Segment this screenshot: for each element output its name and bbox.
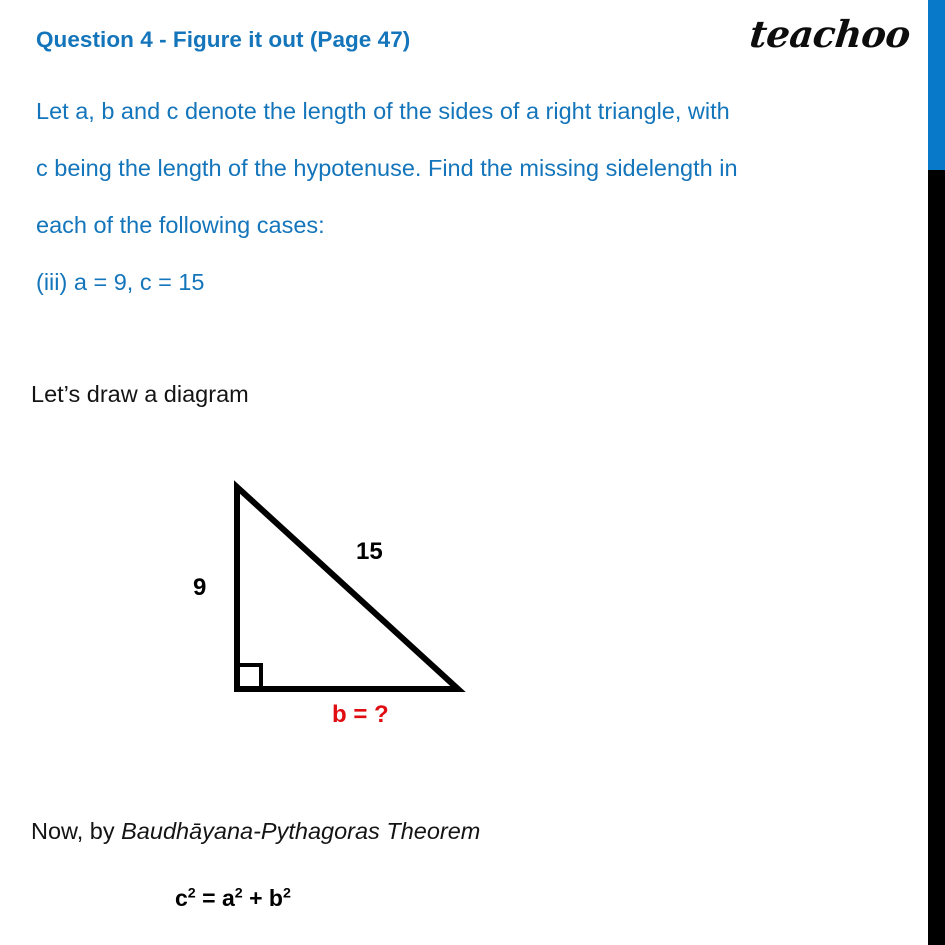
theorem-name-text: Baudhāyana-Pythagoras Theorem (121, 818, 481, 844)
equation-term1-base: a (221, 885, 235, 911)
theorem-statement (31, 818, 480, 845)
teachoo-logo: teachoo (747, 12, 913, 56)
equation-term1-exponent: 2 (234, 885, 243, 902)
equation-lhs-exponent: 2 (187, 885, 196, 902)
triangle-shape (237, 487, 458, 689)
question-body-line-2: c being the length of the hypotenuse. Find the missing sidelength in (36, 155, 738, 181)
label-side-a: 9 (193, 574, 207, 601)
pythagoras-equation (175, 885, 291, 912)
right-triangle-diagram (150, 460, 550, 750)
equation-term2-base: b (268, 885, 283, 911)
draw-diagram-prompt: Let’s draw a diagram (31, 381, 249, 407)
question-body-line-1: Let a, b and c denote the length of the sides of a right triangle, with (36, 98, 730, 124)
right-edge-black-bar (928, 170, 945, 945)
label-side-b-unknown: b = ? (332, 701, 389, 728)
equation-equals: = (195, 885, 222, 911)
question-heading: Question 4 - Figure it out (Page 47) (36, 27, 411, 52)
question-body-line-3: each of the following cases: (36, 212, 325, 238)
question-case-iii: (iii) a = 9, c = 15 (36, 269, 205, 295)
equation-term2-exponent: 2 (282, 885, 291, 902)
theorem-intro-text: Now, by (31, 818, 122, 844)
right-angle-marker (237, 665, 261, 689)
right-edge-blue-bar (928, 0, 945, 170)
label-hypotenuse-c: 15 (356, 538, 383, 565)
equation-lhs-base: c (175, 885, 188, 911)
question-body (36, 83, 918, 311)
equation-plus: + (242, 885, 269, 911)
